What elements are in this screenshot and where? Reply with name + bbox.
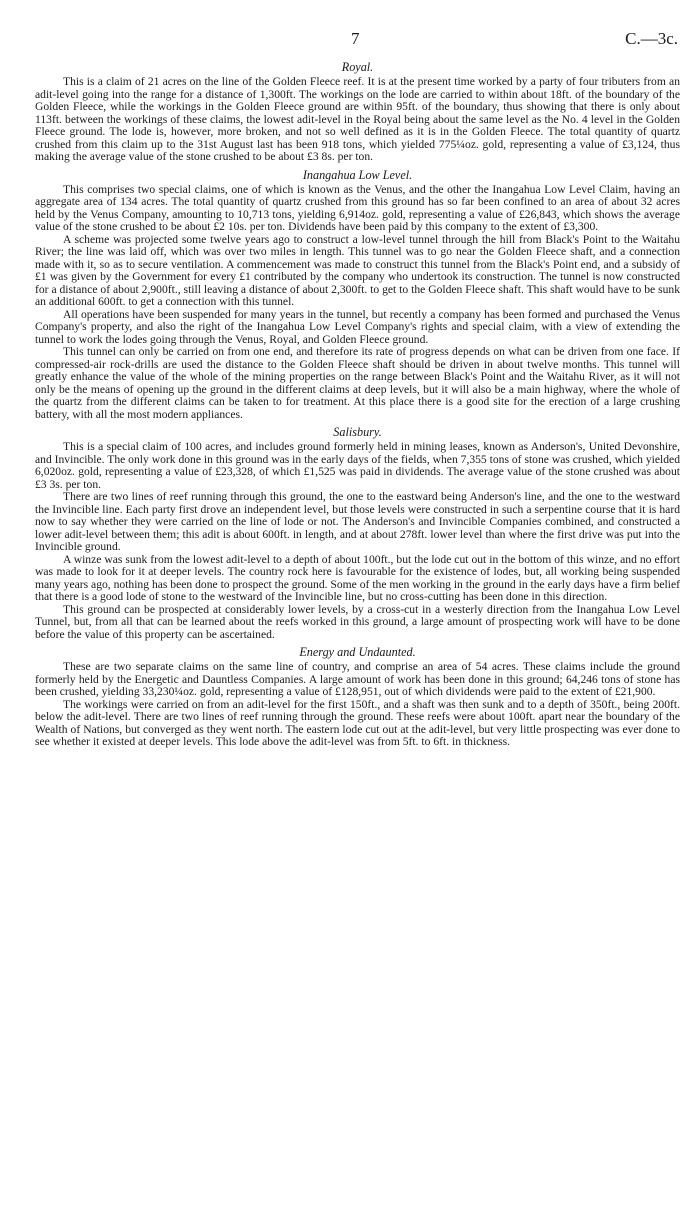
page-number: 7 — [351, 29, 360, 48]
paragraph: A winze was sunk from the lowest adit-level to a depth of about 100ft., but the lode cut out in the bottom of this winze, and no effort was made to look for it at deeper levels. The country rock here is favourable for the existence of lodes, but, all working being suspended many years ago, nothing has been done to prospect the ground. Some of the men working in the ground in the early days have a firm belief that there is a good lode of stone to the westward of the Invincible line, but no cross-cutting has been done in this direction. — [35, 552, 680, 603]
section-inangahua-low-level — [35, 168, 680, 422]
paragraph: A scheme was projected some twelve years ago to construct a low-level tunnel through the hill from Black's Point to the Waitahu River; the line was laid off, which was over two miles in length. This tunnel was to go near the Golden Fleece shaft, and a connection made with it, so as to secure ventilation. A commencement was made to construct this tunnel from the Black's Point end, and a subsidy of £1 was given by the Government for every £1 contributed by the company who undertook its construction. The tunnel is now constructed for a distance of about 2,900ft., still leaving a distance of about 2,300ft. to get to the Golden Fleece shaft. This shaft would have to be sunk an additional 600ft. to get a connection with this tunnel. — [35, 232, 680, 308]
section-salisbury — [35, 425, 680, 641]
paragraph: This ground can be prospected at considerably lower levels, by a cross-cut in a westerly direction from the Inangahua Low Level Tunnel, but, from all that can be learned about the reefs worked in this ground, a large amount of prospecting work will have to be done before the value of this property can be ascertained. — [35, 602, 680, 641]
paragraph: The workings were carried on from an adit-level for the first 150ft., and a shaft was then sunk and to a depth of 350ft., being 200ft. below the adit-level. There are two lines of reef running through the ground. These reefs were about 100ft. apart near the boundary of the Wealth of Nations, but converged as they went north. The eastern lode cut out at the adit-level, but very little prospecting was ever done to see whether it existed at deeper levels. This lode above the adit-level was from 5ft. to 6ft. in thickness. — [35, 697, 680, 748]
paragraph: This comprises two special claims, one of which is known as the Venus, and the other the Inangahua Low Level Claim, having an aggregate area of 134 acres. The total quantity of quartz crushed from this ground has so far been confined to an area of about 32 acres held by the Venus Company, amounting to 10,713 tons, yielding 6,914oz. gold, representing a value of £26,843, which shows the average value of the stone crushed to be about £2 10s. per ton. Dividends have been paid by this company to the extent of £3,300. — [35, 182, 680, 233]
page-header — [35, 30, 680, 56]
document-reference: C.—3c. — [625, 29, 678, 48]
section-energy-and-undaunted — [35, 645, 680, 749]
section-title: Royal. — [341, 60, 374, 74]
paragraph: There are two lines of reef running through this ground, the one to the eastward being Anderson's line, and the one to the westward the Invincible line. Each party first drove an independent level, but those levels were constructed in such a serpentine course that it is hard now to say whether they were carried on the line of lode or not. The Anderson's and Invincible Companies combined, and constructed a lower adit-level between them; this adit is about 600ft. in length, and at about 278ft. lower level than where the first drive was put into the Invincible ground. — [35, 490, 680, 553]
section-title: Inangahua Low Level. — [302, 167, 413, 182]
paragraph: These are two separate claims on the same line of country, and comprise an area of 54 acres. These claims include the ground formerly held by the Energetic and Dauntless Companies. A large amount of work has been done in this ground; 64,246 tons of stone has been crushed, yielding 33,230¼oz. gold, representing a value of £128,951, out of which dividends were paid to the extent of £21,900. — [35, 660, 680, 698]
paragraph: This is a claim of 21 acres on the line of the Golden Fleece reef. It is at the present time worked by a party of four tributers from an adit-level going into the range for a distance of 1,300ft. The workings on the lode are carried to within about 18ft. of the boundary of the Golden Fleece, while the workings in the Golden Fleece ground are within 95ft. of the boundary, thus showing that there is only about 113ft. between the workings of these claims, the lowest adit-level in the Royal being about the same level as the No. 4 level in the Golden Fleece ground. The lode is, however, more broken, and not so well defined as it is in the Golden Fleece. The total quantity of quartz crushed from this claim up to the 31st August last has been 918 tons, which yielded 775¼oz. gold, representing a value of £3,124, thus making the average value of the stone crushed to be about £3 8s. per ton. — [35, 75, 680, 163]
section-royal — [35, 60, 680, 164]
section-title: Energy and Undaunted. — [299, 645, 416, 659]
paragraph: All operations have been suspended for many years in the tunnel, but recently a company has been formed and purchased the Venus Company's property, and also the right of the Inangahua Low Level Company's rights and special claim, with a view of extending the tunnel to work the lodes going through the Venus, Royal, and Golden Fleece ground. — [35, 307, 680, 346]
paragraph: This tunnel can only be carried on from one end, and therefore its rate of progress depends on what can be driven from one face. If compressed-air rock-drills are used the distance to the Golden Fleece shaft should be driven in about twelve months. This tunnel will greatly enhance the value of the whole of the mining properties on the range between Black's Point and the Waitahu River, as it will not only be the means of opening up the ground in the different claims at deep levels, but it will also be a main highway, where the whole of the quartz from the different claims can be taken to for treatment. At this place there is a good site for the erection of a large crushing battery, with all the most modern appliances. — [35, 345, 680, 421]
section-title: Salisbury. — [333, 425, 382, 439]
paragraph: This is a special claim of 100 acres, and includes ground formerly held in mining leases, known as Anderson's, United Devonshire, and Invincible. The only work done in this ground was in the early days of the fields, when 7,355 tons of stone was crushed, which yielded 6,020oz. gold, representing a value of £23,328, of which £1,525 was paid in dividends. The average value of the stone crushed was about £3 3s. per ton. — [35, 440, 680, 491]
